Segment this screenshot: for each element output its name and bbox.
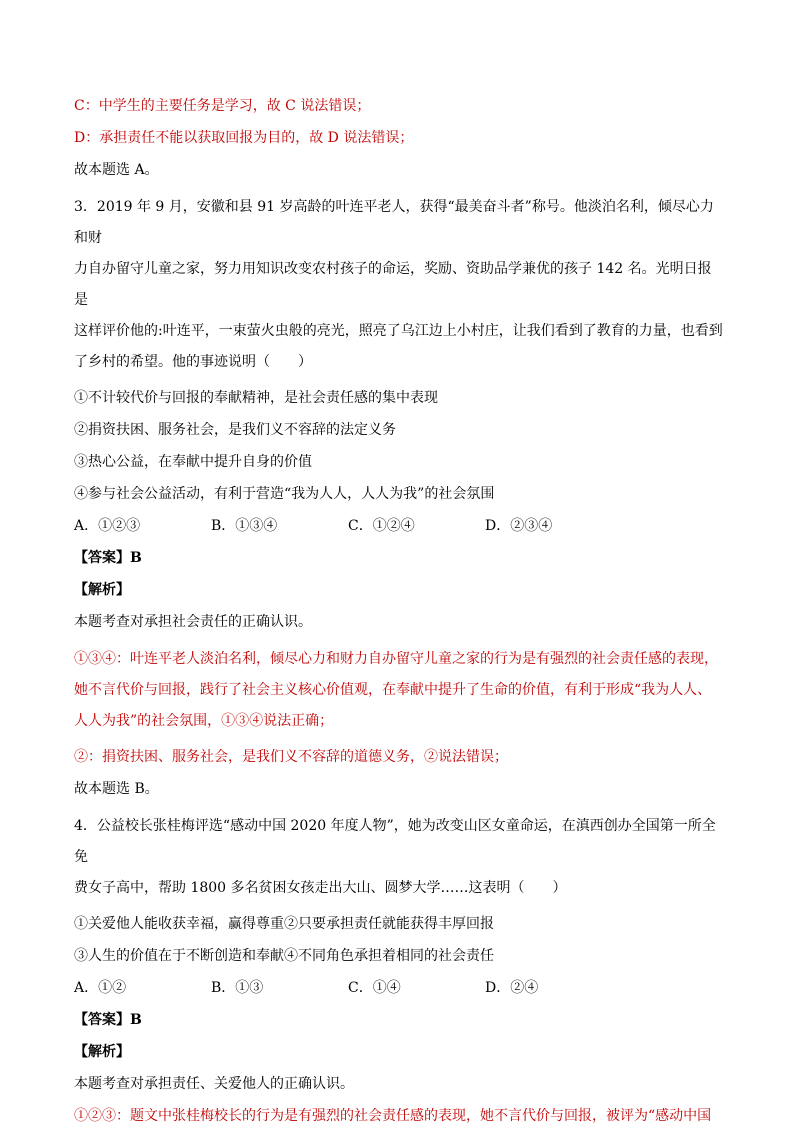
question-4-analysis-intro: 本题考查对承担责任、关爱他人的正确认识。 [74, 1076, 354, 1092]
prev-conclusion: 故本题选 A。 [74, 162, 159, 178]
question-3-explanation [74, 644, 724, 737]
question-4-stem-line: 4．公益校长张桂梅评选“感动中国 2020 年度人物”，她为改变山区女童命运，在滇西创办全国第一所全免 [74, 818, 716, 865]
question-3-stem-line: 这样评价他的:叶连平，一束萤火虫般的亮光，照亮了乌江边上小村庄，让我们看到了教育的力量，也看到 [74, 323, 723, 339]
question-3-option-c: C．①②④ [348, 518, 415, 534]
question-3-option-d: D．②③④ [485, 518, 553, 534]
document-content [74, 96, 724, 1138]
question-4-explanation-1: ①②③：题文中张桂梅校长的行为是有强烈的社会责任感的表现，她不言代价与回报，被评为“感动中国 [74, 1108, 712, 1124]
question-4-option-a: A．①② [74, 980, 127, 996]
question-3-item-1: ①不计较代价与回报的奉献精神，是社会责任感的集中表现 [74, 390, 438, 406]
question-3-item-4: ④参与社会公益活动，有利于营造“我为人人，人人为我”的社会氛围 [74, 486, 495, 502]
question-3-item-2: ②捐资扶困、服务社会，是我们义不容辞的法定义务 [74, 422, 396, 438]
question-4-analysis-label: 【解析】 [74, 1044, 130, 1060]
question-3-conclusion: 故本题选 B。 [74, 781, 159, 797]
question-3-analysis-intro: 本题考查对承担社会责任的正确认识。 [74, 614, 312, 630]
question-3-explanation-2: ②：捐资扶困、服务社会，是我们义不容辞的道德义务，②说法错误； [74, 749, 508, 765]
question-3-stem-line: 了乡村的希望。他的事迹说明（ ） [74, 354, 312, 370]
question-3-explanation-line: 她不言代价与回报，践行了社会主义核心价值观，在奉献中提升了生命的价值，有利于形成“我为人人、 [74, 682, 712, 698]
question-3-answer: 【答案】B [74, 550, 142, 566]
question-3-analysis-label: 【解析】 [74, 582, 130, 598]
question-3-options [74, 516, 724, 536]
prev-option-d-explanation: D：承担责任不能以获取回报为目的，故 D 说法错误； [74, 130, 414, 146]
prev-option-c-explanation: C：中学生的主要任务是学习，故 C 说法错误； [74, 98, 371, 114]
question-4-option-b: B．①③ [211, 980, 264, 996]
question-4-stem-line: 费女子高中，帮助 1800 多名贫困女孩走出大山、圆梦大学……这表明（ ） [74, 880, 567, 896]
question-3-stem [74, 192, 724, 378]
question-3-item-3: ③热心公益，在奉献中提升自身的价值 [74, 454, 312, 470]
question-4-option-c: C．①④ [348, 980, 401, 996]
question-4-items-1-2: ①关爱他人能收获幸福，赢得尊重②只要承担责任就能获得丰厚回报 [74, 916, 494, 932]
question-4-items-3-4: ③人生的价值在于不断创造和奉献④不同角色承担着相同的社会责任 [74, 948, 494, 964]
question-3-stem-line: 力自办留守儿童之家，努力用知识改变农村孩子的命运，奖励、资助品学兼优的孩子 142 名。光明日报是 [74, 261, 712, 308]
question-4-option-d: D．②④ [485, 980, 539, 996]
question-3-option-a: A．①②③ [74, 518, 141, 534]
question-3-explanation-line: 人人为我”的社会氛围，①③④说法正确； [74, 713, 334, 729]
question-3-stem-line: 3．2019 年 9 月，安徽和县 91 岁高龄的叶连平老人，获得“最美奋斗者”称号。他淡泊名利，倾尽心力和财 [74, 199, 714, 246]
question-3-option-b: B．①③④ [211, 518, 278, 534]
question-3-explanation-line: ①③④：叶连平老人淡泊名利，倾尽心力和财力自办留守儿童之家的行为是有强烈的社会责任感的表现， [74, 651, 718, 667]
question-4-answer: 【答案】B [74, 1012, 142, 1028]
question-4-options [74, 978, 724, 998]
question-4-stem [74, 811, 724, 904]
